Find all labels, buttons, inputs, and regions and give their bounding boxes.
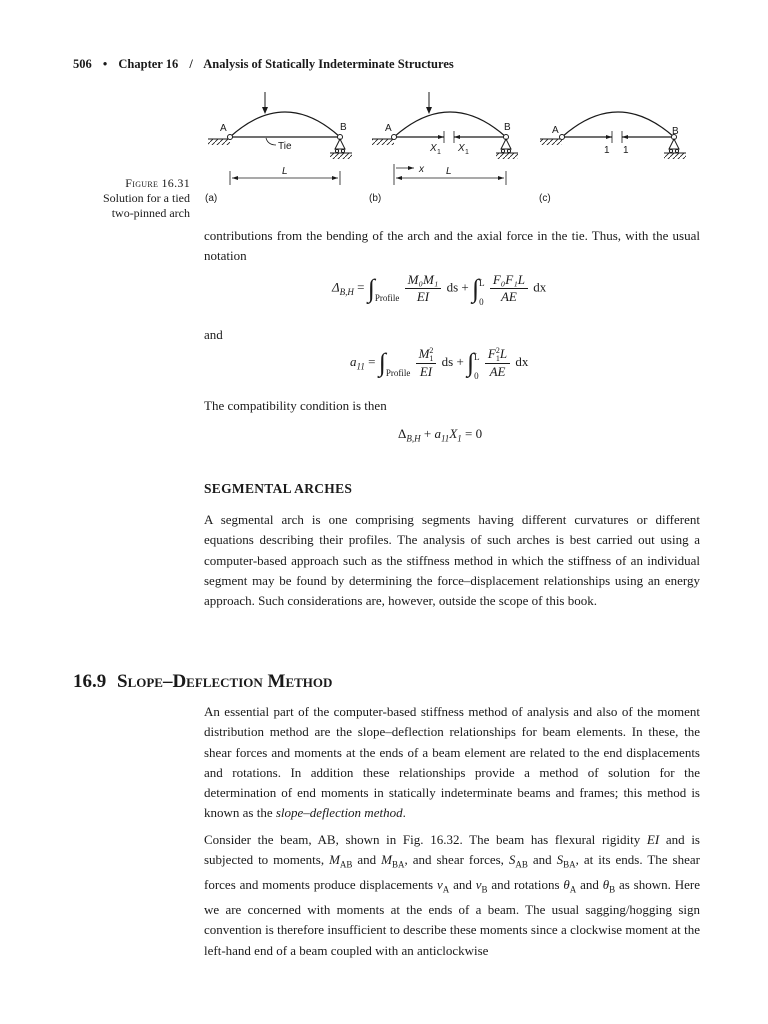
eq1-delta-sub: B,H — [339, 287, 354, 298]
running-head — [73, 57, 454, 72]
panel-label-c: (c) — [539, 193, 551, 204]
p-sd2-f: , at its ends. The shear forces and moments produce displacements — [204, 852, 700, 893]
sym-S-AB: S — [508, 852, 516, 868]
integral-sign: ∫ — [367, 273, 375, 303]
pin-A — [228, 135, 233, 140]
panel-label-a: (a) — [205, 193, 218, 204]
eq2-num1-sup: 2 — [429, 346, 434, 356]
eq2-fraction-2 — [485, 346, 510, 380]
label-B-b: B — [504, 122, 511, 133]
p-sd2-d: , and shear forces, — [404, 852, 509, 868]
label-X1-right: X — [458, 143, 465, 154]
eq2-dx: dx — [515, 354, 529, 369]
sym-theta-A: θ — [563, 877, 570, 893]
eq2-upper: L — [474, 352, 480, 363]
sub-BA-1: BA — [392, 859, 405, 870]
eq3-rhs: = 0 — [465, 426, 483, 441]
equation-a11 — [350, 346, 528, 380]
p-sd2-e: and — [527, 852, 557, 868]
tie-leader — [266, 138, 276, 145]
eq2-num2-tail: L — [499, 346, 508, 361]
label-X1-left: X — [430, 143, 437, 154]
paragraph-slope-deflection-2 — [204, 830, 700, 961]
caption-line-1: Solution for a tied — [103, 191, 190, 205]
figure-16-31 — [200, 92, 700, 212]
eq2-num1: M — [418, 346, 430, 361]
eq1-fraction-1 — [405, 272, 442, 305]
bullet: • — [102, 57, 108, 71]
p-sd2-j: as shown. Here we are concerned with moments at the ends of a beam. The usual sagging/hogging sign convention is therefore insufficient to describe these moments since a clockwise moment at the left-hand end of a beam coupled with an anticlockwise — [204, 877, 700, 958]
sym-EI: EI — [646, 832, 660, 847]
eq2-num1-sub: 1 — [429, 354, 434, 364]
section-heading-16-9 — [73, 671, 332, 693]
sym-v-B: v — [475, 877, 482, 893]
sub-AB-1: AB — [339, 859, 353, 870]
label-A: A — [220, 123, 227, 134]
eq2-den2: AE — [489, 364, 506, 380]
section-number: 16.9 — [73, 671, 107, 692]
integral-sign-4: ∫ — [467, 348, 475, 378]
figure-number: Figure 16.31 — [125, 176, 190, 190]
equation-delta-bh — [332, 272, 546, 305]
chapter-title: Analysis of Statically Indeterminate Structures — [203, 57, 454, 71]
panel-c — [539, 112, 686, 204]
eq3-X: X — [449, 426, 458, 441]
eq3-X-sub: 1 — [457, 433, 462, 444]
eq2-num2: F — [487, 346, 496, 361]
eq2-a-sub: 11 — [356, 361, 365, 372]
sub-A-2: A — [569, 884, 577, 895]
label-A-c: A — [552, 125, 559, 136]
sym-v-A: v — [436, 877, 443, 893]
figure-caption — [60, 176, 190, 221]
label-B: B — [340, 122, 347, 133]
label-X1-right-sub: 1 — [465, 149, 469, 156]
eq2-num2-sup: 2 — [495, 346, 500, 356]
label-one-left: 1 — [604, 145, 610, 156]
heading-segmental-arches: SEGMENTAL ARCHES — [204, 481, 353, 496]
label-L-b: L — [446, 166, 452, 177]
arch-curve-b — [394, 112, 506, 137]
label-A-b: A — [385, 123, 392, 134]
arch-curve — [230, 112, 340, 137]
p-sd2-b: and is subjected to moments, — [204, 832, 700, 868]
eq1-num2: F₀F₁L — [490, 272, 528, 289]
text-and: and — [204, 327, 223, 342]
equation-compatibility — [398, 426, 482, 444]
p-sd2-a: Consider the beam, AB, shown in Fig. 16.32. The beam has flexural rigidity — [204, 832, 647, 847]
label-X1-left-sub: 1 — [437, 149, 441, 156]
eq1-upper: L — [479, 277, 485, 288]
sub-BA-2: BA — [563, 859, 576, 870]
label-B-c: B — [672, 126, 679, 137]
eq1-num1: M₀M₁ — [405, 272, 442, 289]
panel-a — [205, 92, 352, 204]
eq1-ds: ds + — [446, 279, 469, 295]
eq3-delta: Δ — [398, 426, 407, 441]
eq1-den2: AE — [500, 289, 517, 304]
sym-M-BA: M — [381, 852, 392, 868]
arch-curve-c — [562, 112, 674, 137]
eq3-a-sub: 11 — [440, 433, 450, 444]
eq2-fraction-1 — [416, 346, 437, 380]
page-number: 506 — [73, 57, 92, 71]
left-support-hatch — [208, 139, 230, 145]
p-sd2-g: and — [449, 877, 476, 893]
eq2-den1: EI — [419, 364, 433, 380]
roller-B — [335, 139, 345, 149]
p-sd1-end: . — [402, 805, 406, 821]
p-sd2-i: and — [576, 877, 603, 893]
caption-line-2: two-pinned arch — [111, 206, 190, 220]
eq1-fraction-2 — [490, 272, 528, 305]
text-compatibility: The compatibility condition is then — [204, 398, 387, 413]
paragraph-contributions: contributions from the bending of the arch and the axial force in the tie. Thus, with the usual notation — [204, 228, 700, 264]
eq3-plus: + — [423, 426, 432, 441]
eq3-delta-sub: B,H — [406, 433, 421, 444]
sym-M-AB: M — [329, 852, 340, 868]
eq2-profile: Profile — [385, 368, 411, 378]
panel-label-b: (b) — [369, 193, 382, 204]
section-title: Slope–Deflection Method — [117, 671, 333, 692]
eq3-a: a — [434, 426, 441, 441]
p-sd1-main: An essential part of the computer-based stiffness method of analysis and also of the moment distribution method are the slope–deflection relationships for beam elements. In these, the shear forces and moments at the ends of a beam element are related to the end displacements and rotations. In addition these relationships provide a method of solution for the determination of end moments in statically indeterminate beams and frames; this method is known as the — [204, 704, 700, 821]
arch-diagram — [200, 92, 700, 212]
eq1-lower: 0 — [479, 296, 484, 307]
sym-theta-B: θ — [602, 877, 610, 893]
eq2-ds: ds + — [441, 354, 464, 369]
sub-AB-2: AB — [515, 859, 528, 870]
chapter-label: Chapter 16 — [118, 57, 179, 71]
p-sd2-h: and rotations — [487, 877, 564, 893]
sub-B-2: B — [609, 884, 616, 895]
eq1-dx: dx — [533, 279, 547, 295]
p-sd2-c: and — [352, 852, 382, 868]
sub-A-1: A — [442, 884, 450, 895]
eq2-equals: = — [368, 354, 376, 369]
eq2-lower: 0 — [474, 371, 479, 382]
sym-S-BA: S — [556, 852, 564, 868]
eq1-delta: Δ — [332, 279, 340, 295]
label-L: L — [282, 166, 288, 177]
integral-sign-2: ∫ — [471, 273, 480, 303]
separator: / — [189, 57, 193, 71]
label-x: x — [419, 164, 424, 175]
paragraph-segmental: A segmental arch is one comprising segments having different curvatures or different equations describing their profiles. The analysis of such arches is best carried out using a computer-based approach such as the stiffness method in which the stiffness of an individual segment may be found by determining the force–displacement relationships using an energy approach. Such considerations are, however, outside the scope of this book. — [204, 512, 700, 609]
eq1-den1: EI — [416, 289, 430, 304]
label-tie: Tie — [278, 141, 292, 152]
p-sd1-italic: slope–deflection method — [275, 805, 403, 821]
integral-sign-3: ∫ — [378, 348, 386, 378]
label-one-right: 1 — [623, 145, 629, 156]
eq1-profile: Profile — [374, 293, 400, 304]
sub-B-1: B — [481, 884, 488, 895]
eq2-a: a — [350, 354, 357, 369]
eq1-equals: = — [357, 279, 365, 295]
paragraph-slope-deflection-1 — [204, 702, 700, 824]
eq2-num2-sub: 1 — [495, 354, 500, 364]
panel-b — [369, 92, 518, 204]
